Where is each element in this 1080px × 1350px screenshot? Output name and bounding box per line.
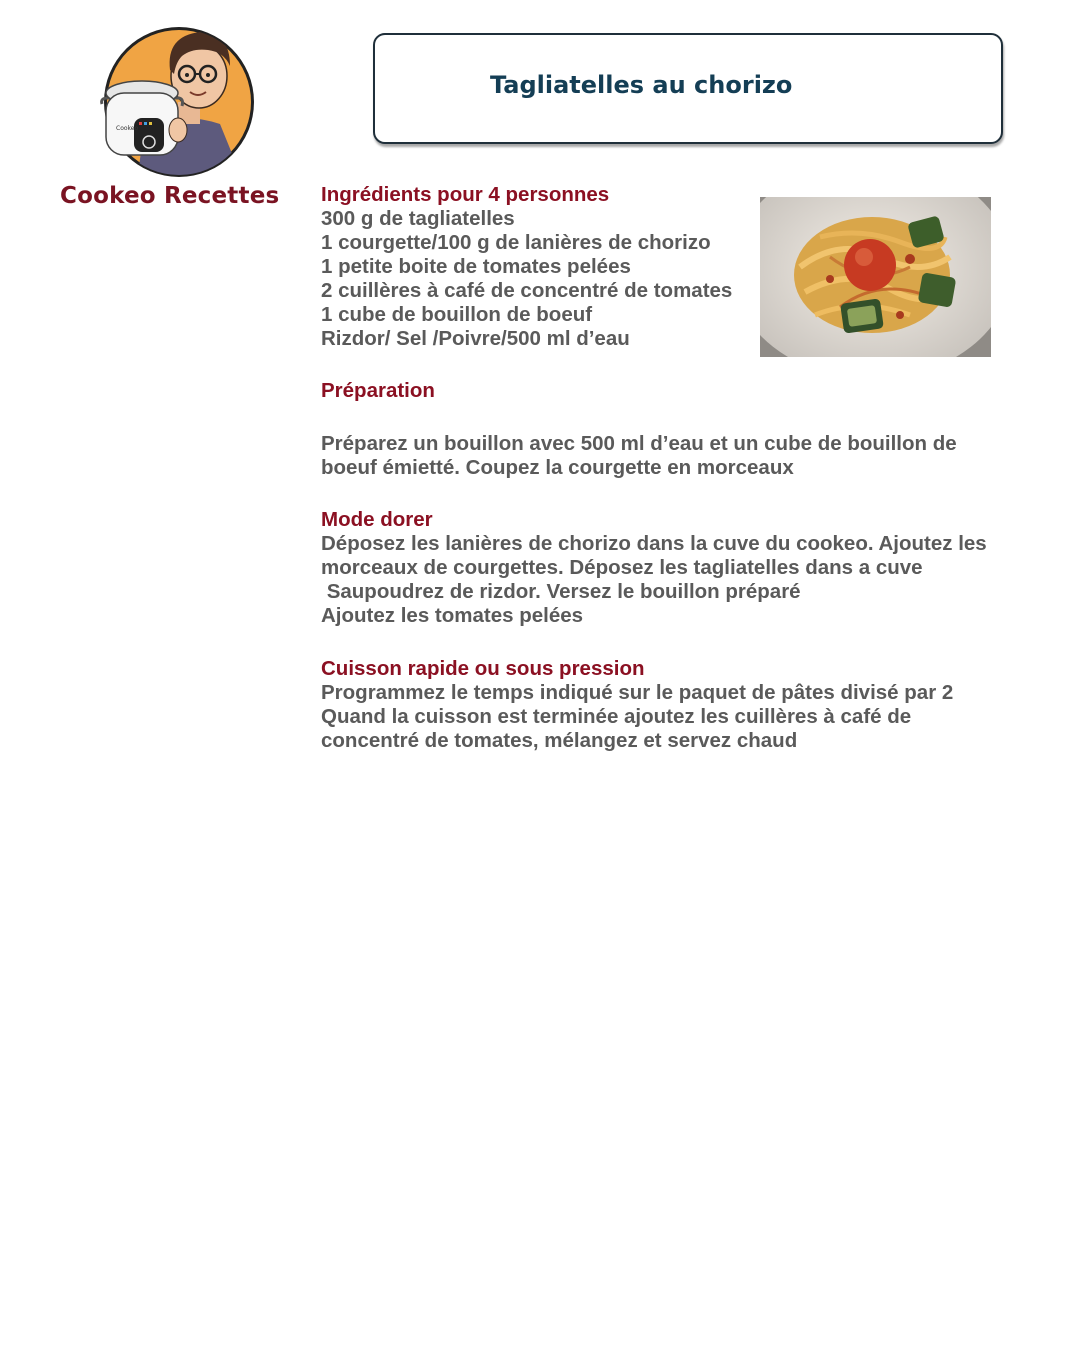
- ingredients-section: [321, 183, 732, 351]
- preparation-text: [321, 432, 957, 480]
- mode-dorer-line: Déposez les lanières de chorizo dans la cuve du cookeo. Ajoutez les: [321, 532, 987, 555]
- mode-dorer-line: Ajoutez les tomates pelées: [321, 604, 584, 627]
- mode-dorer-section: [321, 508, 987, 628]
- ingredient-item: 1 courgette/100 g de lanières de chorizo: [321, 231, 711, 254]
- cookeo-logo-icon: [96, 18, 256, 180]
- cuisson-line: Quand la cuisson est terminée ajoutez les cuillères à café de: [321, 705, 912, 728]
- ingredients-heading: Ingrédients pour 4 personnes: [321, 183, 610, 206]
- preparation-line: Préparez un bouillon avec 500 ml d’eau et un cube de bouillon de: [321, 432, 957, 455]
- title-box: [373, 33, 1003, 144]
- brand-name: Cookeo Recettes: [60, 183, 280, 209]
- preparation-section: [321, 379, 435, 403]
- cuisson-line: concentré de tomates, mélangez et servez chaud: [321, 729, 798, 752]
- mode-dorer-heading: Mode dorer: [321, 508, 433, 531]
- ingredient-item: 1 cube de bouillon de boeuf: [321, 303, 593, 326]
- cuisson-line: Programmez le temps indiqué sur le paquet de pâtes divisé par 2: [321, 681, 954, 704]
- ingredient-item: 300 g de tagliatelles: [321, 207, 515, 230]
- ingredient-item: 1 petite boite de tomates pelées: [321, 255, 631, 278]
- mode-dorer-line: Saupoudrez de rizdor. Versez le bouillon préparé: [321, 580, 801, 603]
- cuisson-section: [321, 657, 953, 753]
- ingredient-item: 2 cuillères à café de concentré de tomates: [321, 279, 733, 302]
- ingredient-item: Rizdor/ Sel /Poivre/500 ml d’eau: [321, 327, 630, 350]
- recipe-title: Tagliatelles au chorizo: [490, 71, 793, 99]
- preparation-line: boeuf émietté. Coupez la courgette en morceaux: [321, 456, 794, 479]
- preparation-heading: Préparation: [321, 379, 435, 402]
- mode-dorer-line: morceaux de courgettes. Déposez les tagliatelles dans a cuve: [321, 556, 923, 579]
- pasta-dish-photo-icon: [760, 197, 991, 357]
- cooker-label: Cookeo: [116, 125, 139, 132]
- cuisson-heading: Cuisson rapide ou sous pression: [321, 657, 645, 680]
